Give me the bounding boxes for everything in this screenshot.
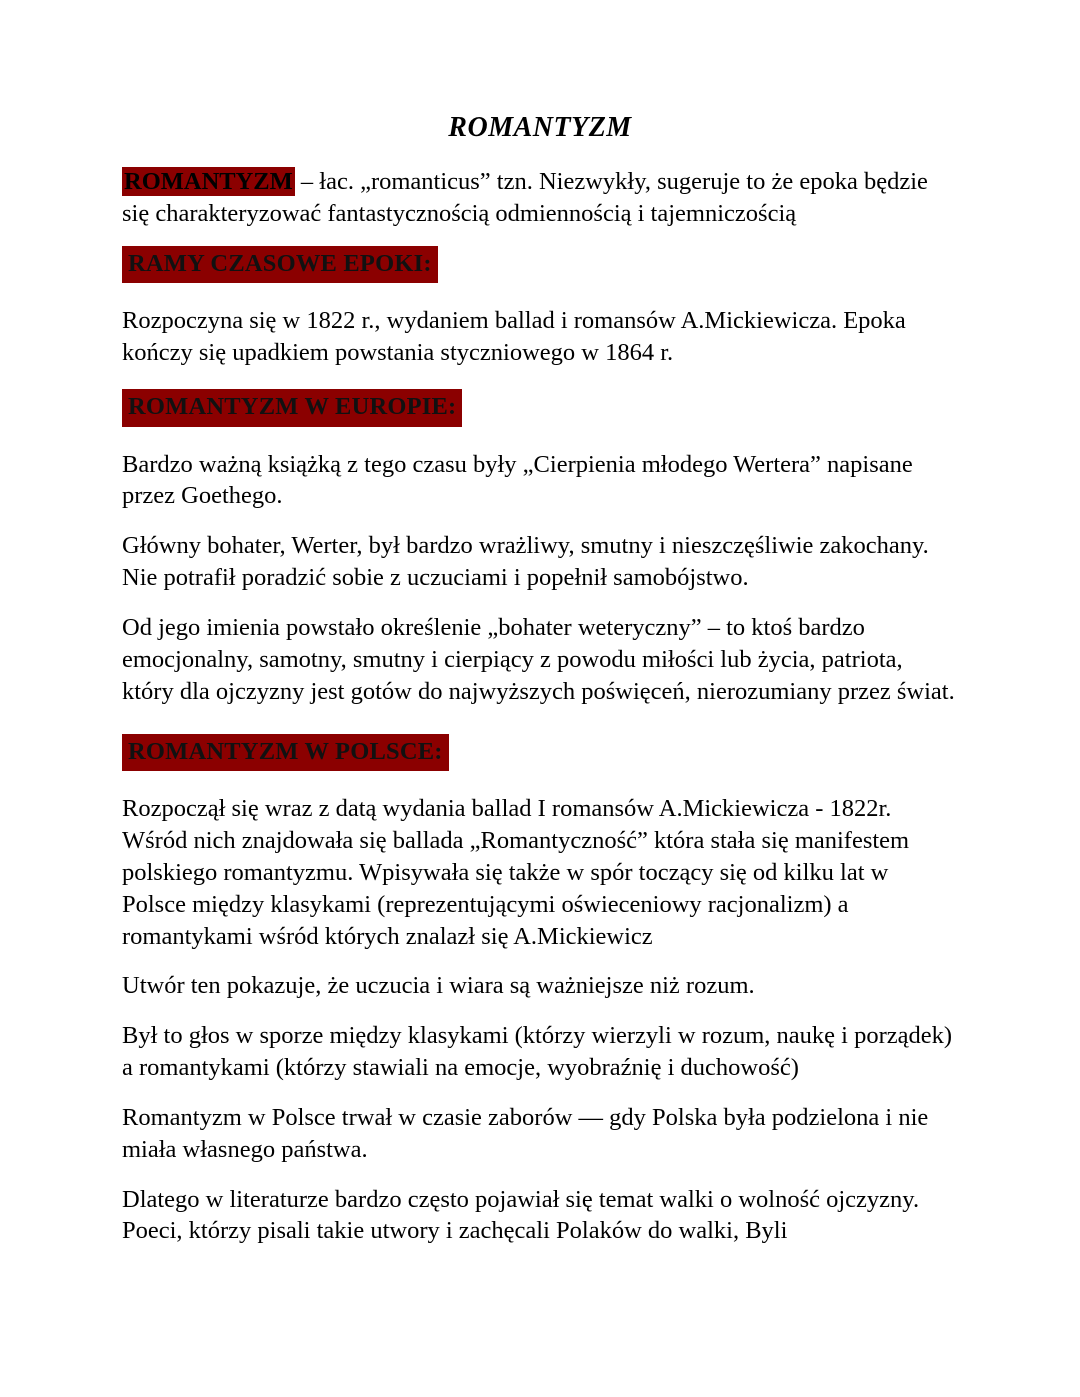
page-title: ROMANTYZM — [448, 112, 632, 143]
paragraph-europa-1: Bardzo ważną książką z tego czasu były „Cierpienia młodego Wertera” napisane przez Goethego. — [122, 450, 913, 510]
heading-romantyzm-w-polsce — [122, 734, 958, 772]
definition-paragraph — [122, 166, 958, 230]
paragraph-polska-3: Był to głos w sporze między klasykami (którzy wierzyli w rozum, naukę i porządek) a romantykami (którzy stawiali na emocje, wyobraźnię i duchowość) — [122, 1022, 953, 1082]
paragraph-europa-2: Główny bohater, Werter, był bardzo wrażliwy, smutny i nieszczęśliwie zakochany. Nie potrafił poradzić sobie z uczuciami i popełnił samobójstwo. — [122, 532, 929, 592]
paragraph-polska-5: Dlatego w literaturze bardzo często pojawiał się temat walki o wolność ojczyzny. Poeci, którzy pisali takie utwory i zachęcali Polaków do walki, Byli — [122, 1185, 920, 1245]
paragraph-polska-1: Rozpoczął się wraz z datą wydania ballad I romansów A.Mickiewicza - 1822r. Wśród nich znajdowała się ballada „Romantyczność” która stała się manifestem polskiego romantyzmu. Wpisywała się także w spór toczący się od kilku lat w Polsce między klasykami (reprezentującymi oświeceniowy racjonalizm) a romantykami wśród których znalazł się A.Mickiewicz — [122, 795, 910, 950]
paragraph-ramy-body: Rozpoczyna się w 1822 r., wydaniem ballad i romansów A.Mickiewicza. Epoka kończy się upadkiem powstania styczniowego w 1864 r. — [122, 307, 906, 367]
heading-ramy-czasowe-text: RAMY CZASOWE EPOKI: — [122, 246, 438, 284]
paragraph-polska-4: Romantyzm w Polsce trwał w czasie zaborów — gdy Polska była podzielona i nie miała własnego państwa. — [122, 1103, 929, 1163]
heading-romantyzm-w-europie — [122, 389, 958, 427]
paragraph-polska-2: Utwór ten pokazuje, że uczucia i wiara są ważniejsze niż rozum. — [122, 972, 755, 1000]
paragraph-europa-3: Od jego imienia powstało określenie „bohater weteryczny” – to ktoś bardzo emocjonalny, samotny, smutny i cierpiący z powodu miłości lub życia, patriota, który dla ojczyzny jest gotów do najwyższych poświęceń, nierozumiany przez świat. — [122, 614, 955, 705]
definition-term-highlight: ROMANTYZM — [124, 168, 293, 195]
heading-ramy-czasowe — [122, 246, 958, 284]
definition-rest-text: – łac. „romanticus” tzn. Niezwykły, sugeruje to że epoka będzie się charakteryzować fantastycznością odmiennością i tajemniczością — [122, 168, 928, 227]
heading-romantyzm-w-polsce-text: ROMANTYZM W POLSCE: — [122, 734, 449, 772]
heading-romantyzm-w-europie-text: ROMANTYZM W EUROPIE: — [122, 389, 462, 427]
